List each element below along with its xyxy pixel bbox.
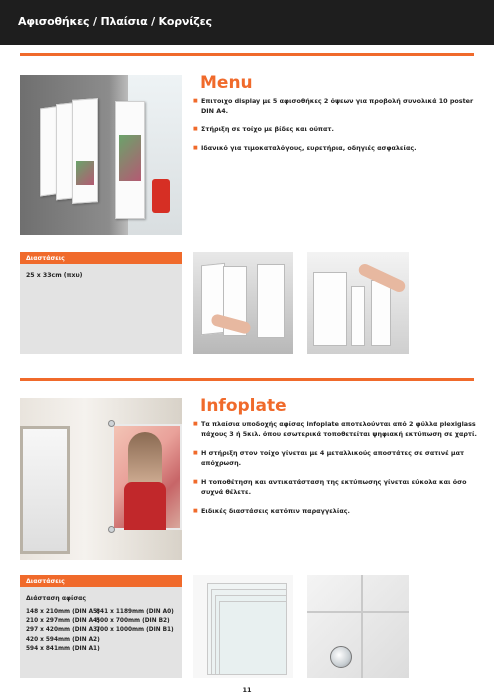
size-item: 420 x 594mm (DIN A2) <box>26 636 100 643</box>
menu-feature-1: ■ Επιτοιχο display με 5 αφισοθήκες 2 όψεων για προβολή συνολικά 10 poster DIN A4. <box>193 97 478 116</box>
menu-feature-3: ■ Ιδανικό για τιμοκαταλόγους, ευρετήρια, οδηγιές ασφαλείας. <box>193 144 478 154</box>
infoplate-dimensions-heading: Διαστάσεις <box>20 575 182 587</box>
page-header <box>0 0 494 45</box>
infoplate-title: Infoplate <box>200 396 287 416</box>
menu-display-photo <box>20 75 182 235</box>
infoplate-feature-1: ■ Τα πλαίσια υποδοχής αφίσας infoplate αποτελούνται από 2 φύλλα plexiglass πάχους 3 ή 5κιλ. όπου εσωτερικά τοποθετείται ψηφιακή εκτύπωση σε χαρτί. <box>193 420 483 439</box>
infoplate-dimensions-box <box>20 575 182 678</box>
spacer-bolt-icon <box>330 646 352 668</box>
header-title: Αφισοθήκες / Πλαίσια / Κορνίζες <box>18 15 212 28</box>
menu-detail-photo-2 <box>307 252 409 354</box>
infoplate-photo <box>20 398 182 560</box>
menu-detail-photo-1 <box>193 252 293 354</box>
infoplate-spacer-photo <box>307 575 409 678</box>
size-item: 594 x 841mm (DIN A1) <box>26 645 100 652</box>
size-item: 500 x 700mm (DIN B2) <box>96 618 170 625</box>
infoplate-layers-photo <box>193 575 293 678</box>
size-item: 841 x 1189mm (DIN A0) <box>96 609 174 615</box>
section-divider-infoplate <box>20 378 474 381</box>
poster-size-heading: Διάσταση αφίσας <box>26 595 87 602</box>
section-divider-menu <box>20 53 474 56</box>
size-item: 297 x 420mm (DIN A3) <box>26 627 100 634</box>
menu-features <box>193 97 478 162</box>
menu-dimensions-value: 25 x 33cm (πxυ) <box>26 272 83 279</box>
infoplate-feature-2: ■ Η στήριξη στον τοίχο γίνεται με 4 μεταλλικούς αποστάτες σε σατινέ ματ απόχρωση. <box>193 449 483 468</box>
page-number: 11 <box>242 686 252 694</box>
infoplate-features <box>193 420 483 527</box>
menu-dimensions-heading: Διαστάσεις <box>20 252 182 264</box>
size-item: 148 x 210mm (DIN A5) <box>26 609 100 615</box>
infoplate-feature-4: ■ Ειδικές διαστάσεις κατόπιν παραγγελίας. <box>193 507 483 517</box>
infoplate-feature-3: ■ Η τοποθέτηση και αντικατάσταση της εκτύπωσης γίνεται εύκολα και όσο συχνά θέλετε. <box>193 478 483 497</box>
menu-dimensions-box <box>20 252 182 354</box>
poster-size-list <box>20 608 182 653</box>
size-item: 210 x 297mm (DIN A4) <box>26 618 100 625</box>
menu-feature-2: ■ Στήριξη σε τοίχο με βίδες και ούπατ. <box>193 125 478 135</box>
size-item: 700 x 1000mm (DIN B1) <box>96 627 174 634</box>
menu-title: Menu <box>200 73 253 93</box>
